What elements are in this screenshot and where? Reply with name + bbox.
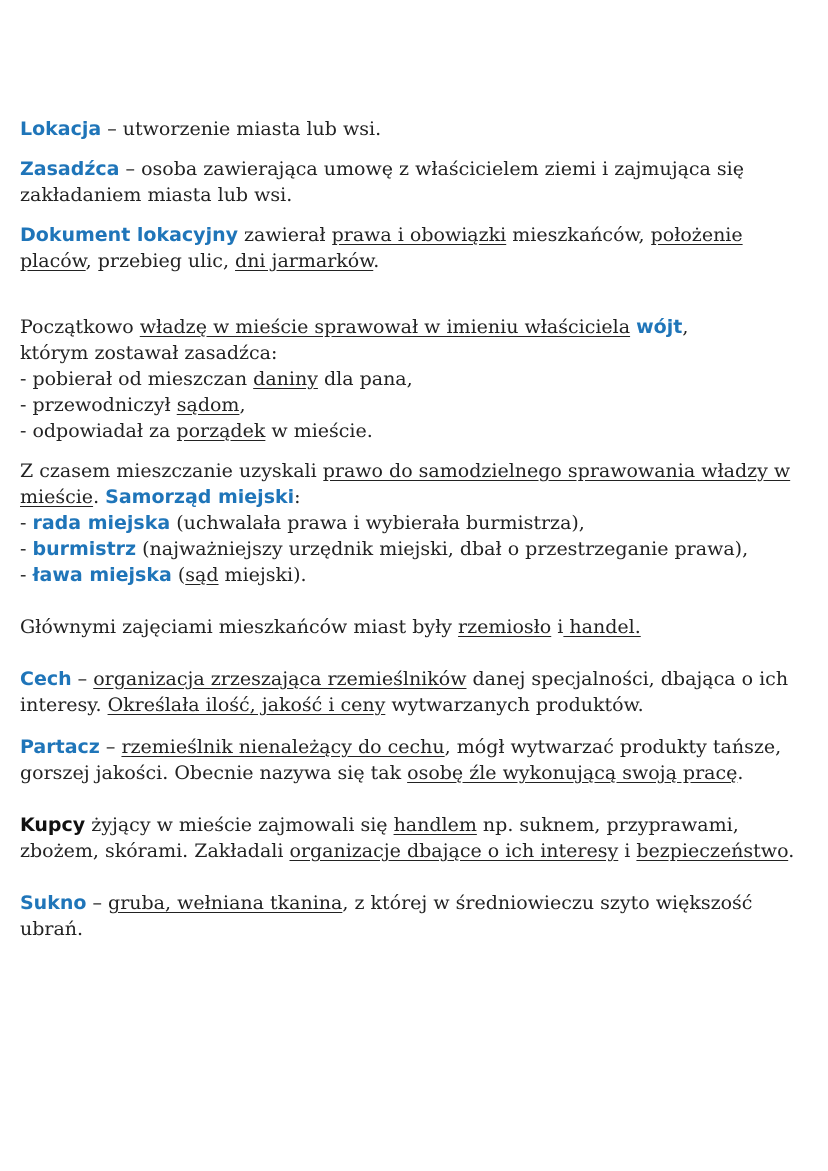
list-item <box>20 562 810 588</box>
paragraph-kupcy <box>20 812 810 864</box>
underlined-text: dni jarmarków <box>235 250 374 272</box>
text: - pobierał od mieszczan <box>20 368 254 390</box>
text: - przewodniczył <box>20 394 177 416</box>
underlined-text: rzemiosło <box>458 616 552 638</box>
underlined-text: organizacja zrzeszająca rzemieślników <box>93 668 467 690</box>
underlined-text: sąd <box>185 564 219 586</box>
definition-zasadzca <box>20 156 810 208</box>
underlined-text: osobę źle wykonującą swoją pracę <box>407 762 738 784</box>
underlined-text: prawa i obowiązki <box>331 224 507 246</box>
term-partacz: Partacz <box>20 736 100 758</box>
definition-text: – utworzenie miasta lub wsi. <box>101 118 382 140</box>
text: żyjący w mieście zajmowali się <box>85 814 394 836</box>
document-page <box>20 116 810 942</box>
list-item <box>20 392 810 418</box>
term-samorzad-miejski: Samorząd miejski <box>105 486 295 508</box>
text: i <box>551 616 564 638</box>
definition-lokacja <box>20 116 810 142</box>
text: , <box>239 394 246 416</box>
text: - odpowiadał za <box>20 420 177 442</box>
underlined-text: władzę w mieście sprawował w imieniu właściciela <box>139 316 631 338</box>
text: i <box>618 840 637 862</box>
term-lokacja: Lokacja <box>20 118 102 140</box>
term-burmistrz: burmistrz <box>32 538 137 560</box>
underlined-text: gruba, wełniana tkanina <box>108 892 343 914</box>
list-item <box>20 510 810 536</box>
underlined-text: organizacje dbające o ich interesy <box>289 840 619 862</box>
term-dokument-lokacyjny: Dokument lokacyjny <box>20 224 238 246</box>
text: mieszkańców, <box>506 224 651 246</box>
text: , <box>682 316 689 338</box>
text: . <box>93 486 106 508</box>
term-wojt: wójt <box>636 316 683 338</box>
list-item <box>20 536 810 562</box>
term-cech: Cech <box>20 668 72 690</box>
underlined-text: Określała ilość, jakość i ceny <box>107 694 386 716</box>
term-lawa-miejska: ława miejska <box>32 564 172 586</box>
text: - <box>20 538 33 560</box>
text: (uchwalała prawa i wybierała burmistrza), <box>170 512 585 534</box>
text: danej specjalności, dbająca o ich interesy. <box>20 668 789 716</box>
underlined-text: rzemieślnik nienależący do cechu <box>121 736 445 758</box>
underlined-text: położenie placów <box>20 224 743 272</box>
definition-sukno <box>20 890 810 942</box>
paragraph-dokument-lokacyjny <box>20 222 810 274</box>
term-rada-miejska: rada miejska <box>32 512 171 534</box>
text: Głównymi zajęciami mieszkańców miast były <box>20 616 459 638</box>
text: . <box>788 840 795 862</box>
line <box>20 314 810 340</box>
underlined-text: porządek <box>176 420 266 442</box>
text: – <box>86 892 109 914</box>
underlined-text: prawo do samodzielnego sprawowania władzy w mieście <box>20 460 791 508</box>
text: , przebieg ulic, <box>85 250 236 272</box>
list-item <box>20 366 810 392</box>
term-zasadzca: Zasadźca <box>20 158 120 180</box>
paragraph-wojt <box>20 314 810 444</box>
definition-partacz <box>20 734 810 786</box>
text: zawierał <box>238 224 332 246</box>
text: - <box>20 512 33 534</box>
definition-text: – osoba zawierająca umowę z właścicielem ziemi i zajmująca się zakładaniem miasta lub wsi. <box>20 158 744 206</box>
text: Z czasem mieszczanie uzyskali <box>20 460 323 482</box>
text: ( <box>171 564 186 586</box>
paragraph-zajecia <box>20 614 810 640</box>
text: . <box>373 250 380 272</box>
underlined-text: bezpieczeństwo <box>636 840 789 862</box>
text: , mógł wytwarzać produkty tańsze, gorszej jakości. Obecnie nazywa się tak <box>20 736 782 784</box>
text: Początkowo <box>20 316 140 338</box>
underlined-text: sądom <box>176 394 240 416</box>
line <box>20 458 810 510</box>
text: : <box>294 486 301 508</box>
text: - <box>20 564 33 586</box>
line: którym zostawał zasadźca: <box>20 342 278 364</box>
underlined-text: daniny <box>253 368 318 390</box>
text: w mieście. <box>265 420 373 442</box>
text: , z której w średniowieczu szyto większość ubrań. <box>20 892 753 940</box>
paragraph-samorzad <box>20 458 810 588</box>
term-kupcy: Kupcy <box>20 814 86 836</box>
text: wytwarzanych produktów. <box>385 694 644 716</box>
list-item <box>20 418 810 444</box>
text: dla pana, <box>317 368 413 390</box>
text: miejski). <box>218 564 307 586</box>
underlined-text: handel. <box>563 616 641 638</box>
underlined-text: handlem <box>393 814 477 836</box>
text: np. suknem, przyprawami, zbożem, skórami. Zakładali <box>20 814 739 862</box>
definition-cech <box>20 666 810 718</box>
text: – <box>99 736 122 758</box>
term-sukno: Sukno <box>20 892 87 914</box>
text: . <box>737 762 744 784</box>
text: – <box>71 668 94 690</box>
text: (najważniejszy urzędnik miejski, dbał o przestrzeganie prawa), <box>136 538 749 560</box>
